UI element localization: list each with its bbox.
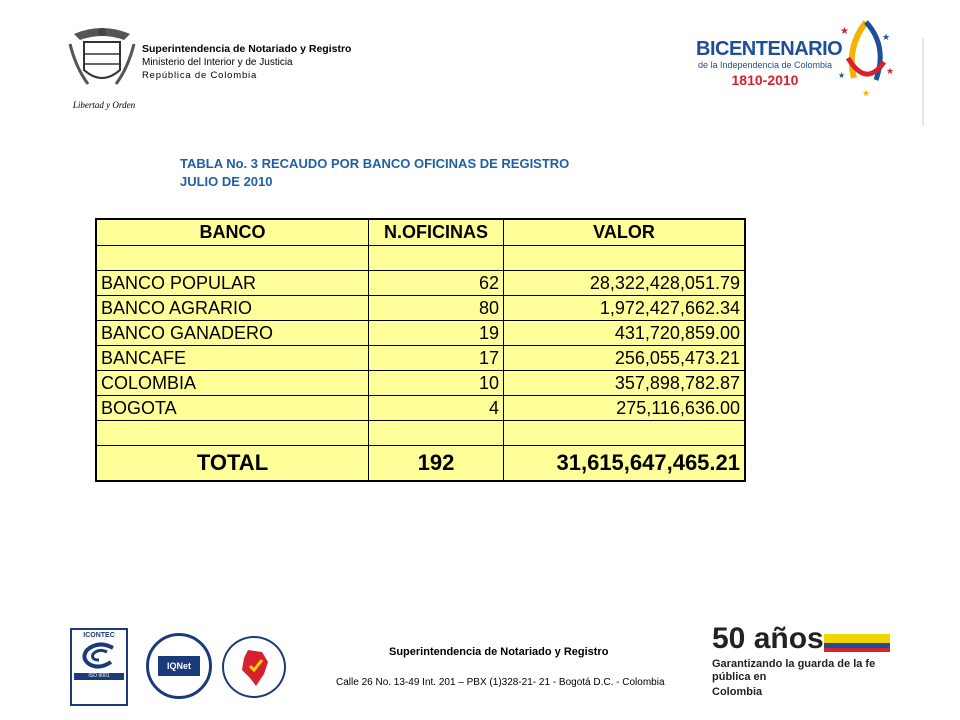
- org-name: Superintendencia de Notariado y Registro: [142, 43, 352, 55]
- ministry-name: Ministerio del Interior y de Justicia: [142, 57, 293, 68]
- svg-text:★: ★: [838, 71, 846, 80]
- table-header-row: [96, 219, 745, 246]
- cell-oficinas: 10: [369, 371, 504, 396]
- empty-cell: [504, 421, 746, 446]
- header-divider: [922, 38, 924, 126]
- header-banco: BANCO: [96, 219, 369, 246]
- colombia-flag-icon: [824, 634, 890, 652]
- organization-header: [142, 43, 351, 82]
- cell-oficinas: 4: [369, 396, 504, 421]
- colombia-map-seal-icon: [222, 636, 286, 698]
- svg-text:★: ★: [862, 88, 871, 98]
- country-name: República de Colombia: [142, 70, 258, 81]
- cell-valor: 28,322,428,051.79: [504, 271, 746, 296]
- anniversary-slogan: Garantizando la guarda de la fe pública en: [712, 658, 876, 683]
- crest-caption: Libertad y Orden: [72, 100, 136, 110]
- cell-banco: BANCO AGRARIO: [96, 296, 369, 321]
- empty-cell: [96, 421, 369, 446]
- bicentenario-logo: [696, 38, 843, 89]
- table-row: [96, 346, 745, 371]
- fifty-years-logo: [712, 622, 892, 699]
- icontec-certification-logo: [70, 628, 128, 706]
- table-title-line1: TABLA No. 3 RECAUDO POR BANCO OFICINAS DE REGISTRO: [180, 156, 570, 171]
- table-title: [180, 155, 569, 191]
- table-row: [96, 371, 745, 396]
- cell-valor: 275,116,636.00: [504, 396, 746, 421]
- svg-text:★: ★: [840, 26, 849, 37]
- total-valor: 31,615,647,465.21: [504, 446, 746, 482]
- collections-table: [95, 218, 746, 482]
- empty-cell: [369, 246, 504, 271]
- total-oficinas: 192: [369, 446, 504, 482]
- iso-label: ISO 9001: [74, 673, 124, 680]
- empty-cell: [369, 421, 504, 446]
- cell-oficinas: 62: [369, 271, 504, 296]
- footer-address: Calle 26 No. 13-49 Int. 201 – PBX (1)328-21- 21 - Bogotá D.C. - Colombia: [336, 677, 665, 688]
- cell-banco: COLOMBIA: [96, 371, 369, 396]
- iqnet-label: IQNet: [158, 656, 200, 676]
- svg-text:★: ★: [882, 32, 891, 42]
- table-title-line2: JULIO DE 2010: [180, 174, 273, 189]
- cell-banco: BANCAFE: [96, 346, 369, 371]
- total-label: TOTAL: [96, 446, 369, 482]
- cell-banco: BOGOTA: [96, 396, 369, 421]
- bicentenario-title: BICENTENARIO: [696, 38, 843, 60]
- icontec-label: ICONTEC: [83, 632, 115, 639]
- bicentenario-subtitle: de la Independencia de Colombia: [697, 60, 833, 70]
- header-valor: VALOR: [504, 219, 746, 246]
- cell-valor: 1,972,427,662.34: [504, 296, 746, 321]
- bicentenario-years: 1810-2010: [731, 72, 799, 88]
- icontec-swirl-icon: [79, 642, 119, 670]
- empty-cell: [504, 246, 746, 271]
- cell-valor: 357,898,782.87: [504, 371, 746, 396]
- svg-text:★: ★: [886, 66, 895, 76]
- spacer-row: [96, 246, 745, 271]
- table-row: [96, 396, 745, 421]
- cell-banco: BANCO GANADERO: [96, 321, 369, 346]
- table-row: [96, 271, 745, 296]
- anniversary-country: Colombia: [712, 686, 763, 698]
- table-row: [96, 296, 745, 321]
- cell-valor: 256,055,473.21: [504, 346, 746, 371]
- table-row: [96, 321, 745, 346]
- cell-oficinas: 80: [369, 296, 504, 321]
- footer-org-name: Superintendencia de Notariado y Registro: [389, 646, 609, 658]
- anniversary-number: 50 años: [712, 622, 824, 655]
- header-oficinas: N.OFICINAS: [369, 219, 504, 246]
- cell-oficinas: 17: [369, 346, 504, 371]
- spacer-row: [96, 421, 745, 446]
- star-emblem-icon: [836, 18, 896, 98]
- cell-banco: BANCO POPULAR: [96, 271, 369, 296]
- total-row: [96, 446, 745, 482]
- cell-oficinas: 19: [369, 321, 504, 346]
- empty-cell: [96, 246, 369, 271]
- cell-valor: 431,720,859.00: [504, 321, 746, 346]
- iqnet-certification-logo: [146, 633, 212, 699]
